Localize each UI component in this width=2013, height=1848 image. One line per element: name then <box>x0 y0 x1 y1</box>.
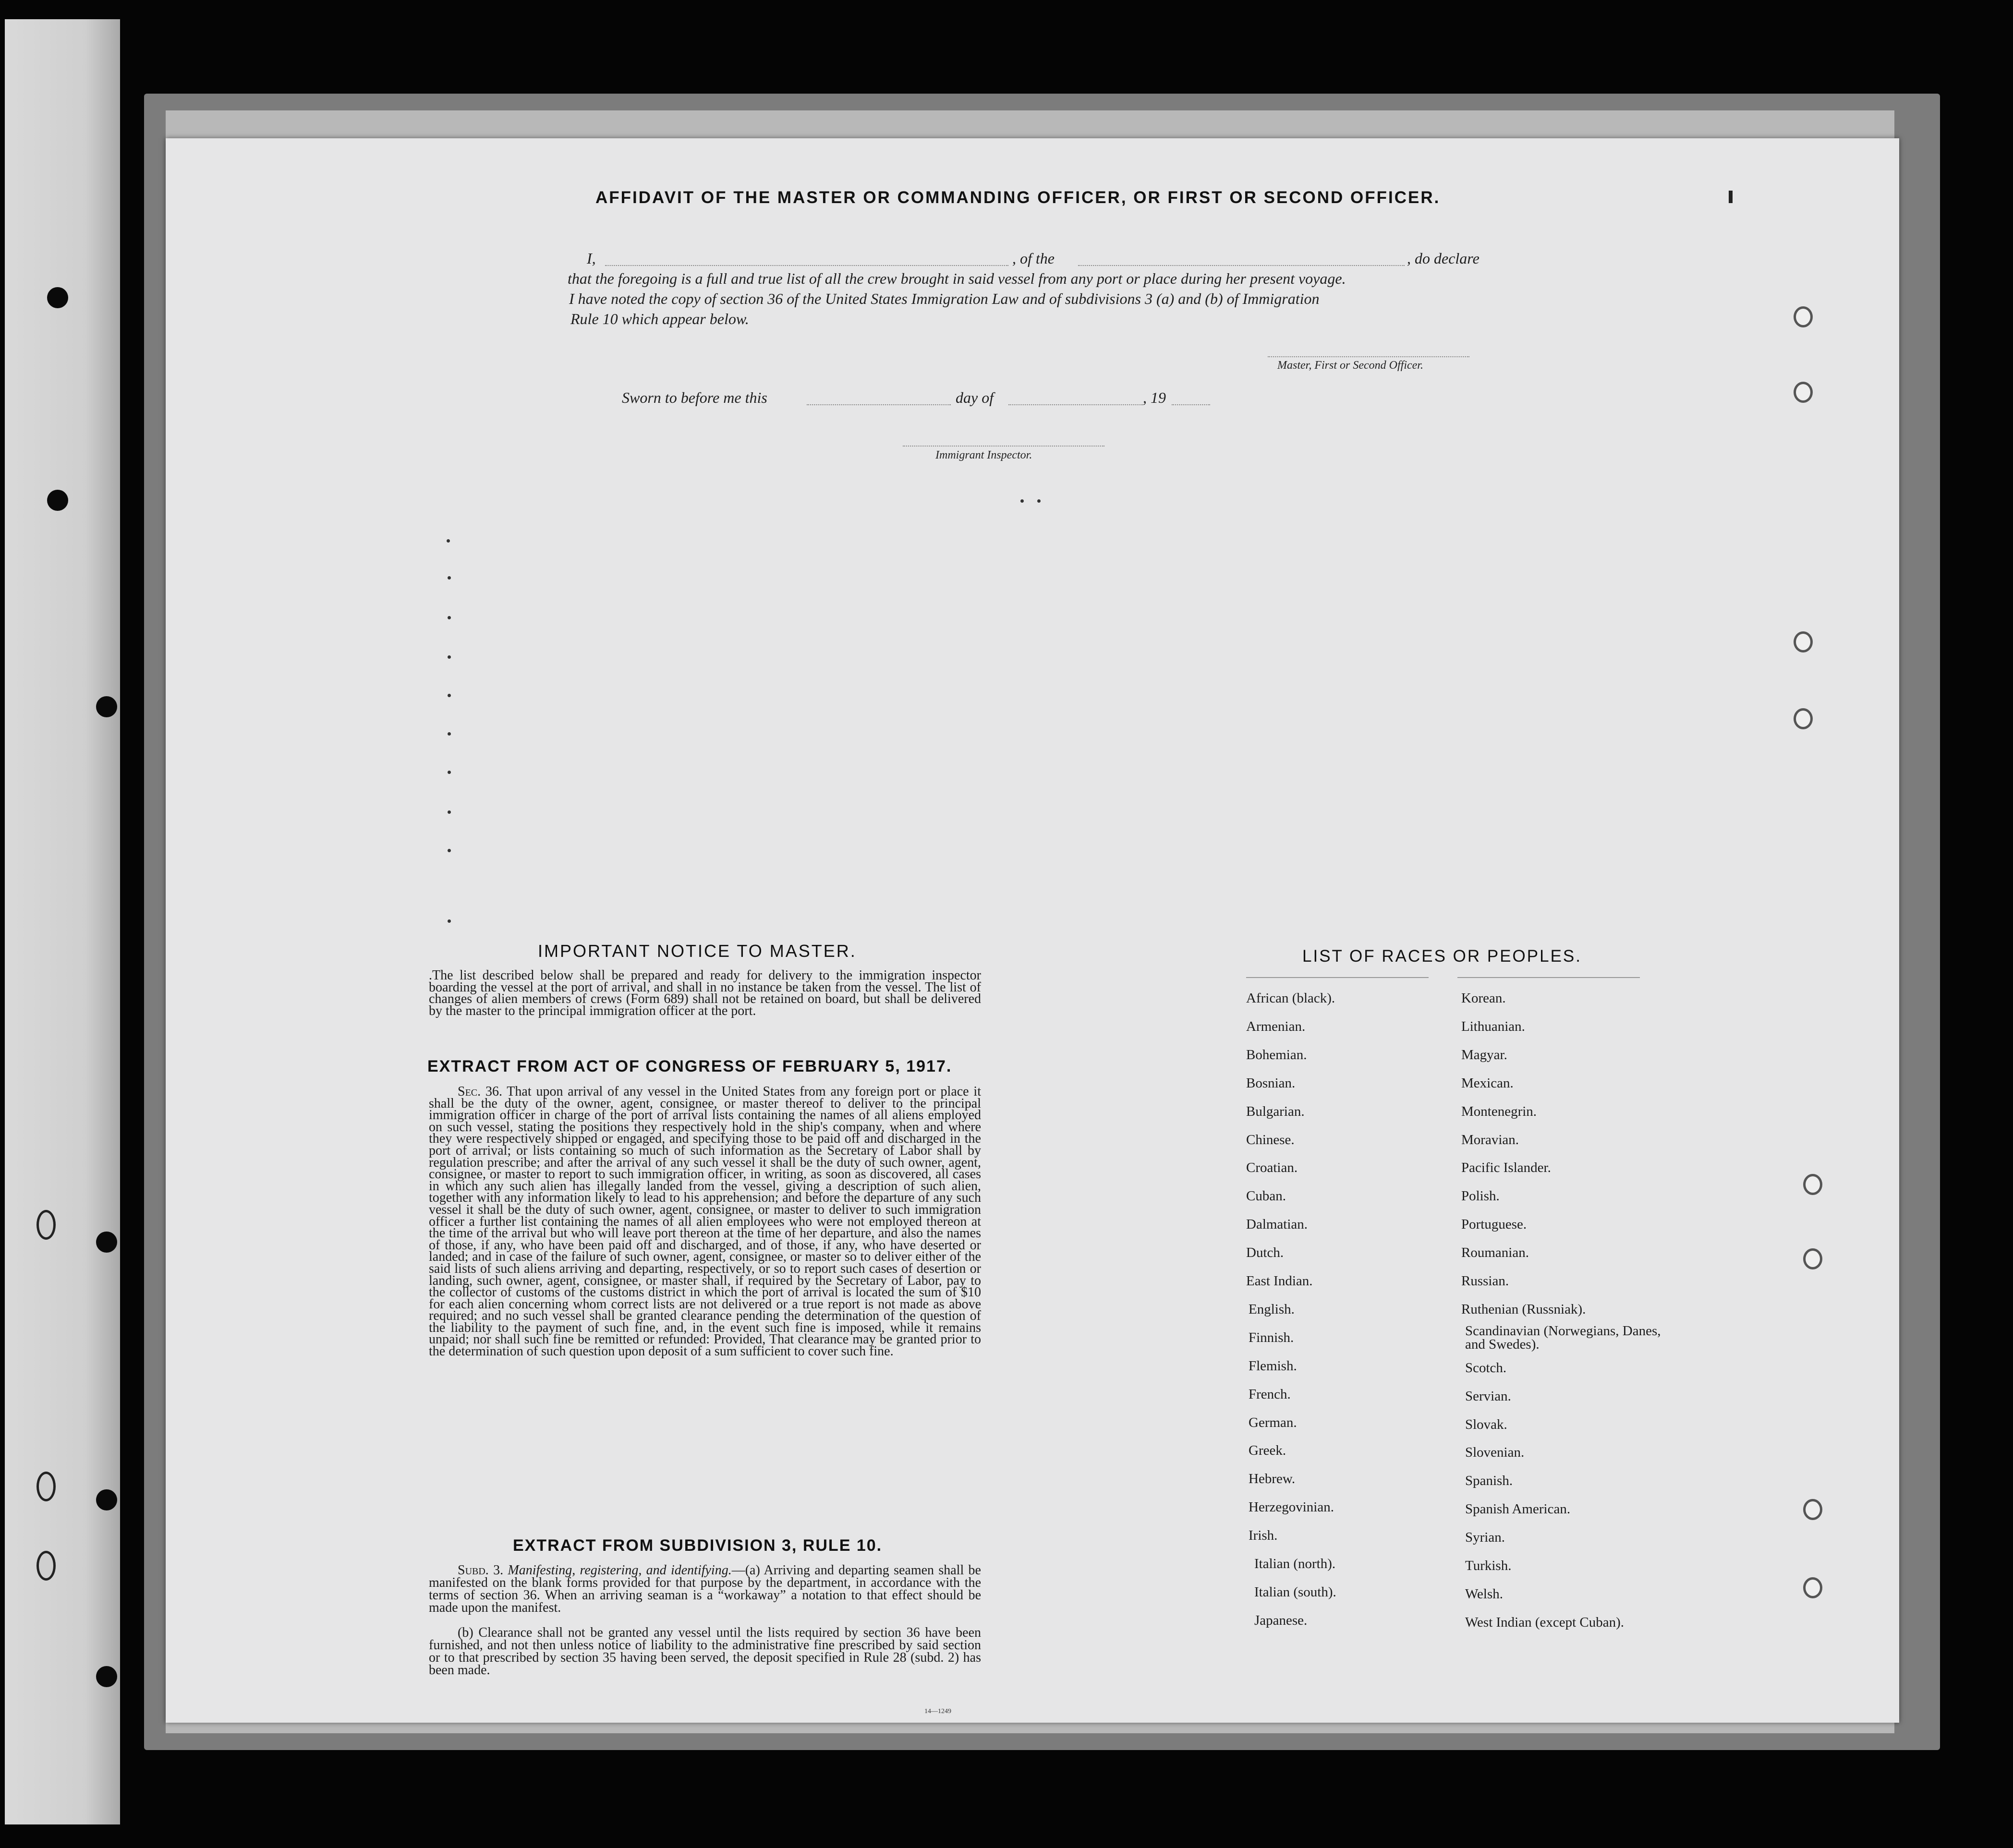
binder-hole <box>47 490 68 511</box>
inspector-signature-line <box>903 446 1104 447</box>
binder-hole <box>47 287 68 308</box>
signature-label: Master, First or Second Officer. <box>1277 359 1423 372</box>
race-item-right: Ruthenian (Russniak). <box>1461 1301 1586 1317</box>
race-item-right: Roumanian. <box>1461 1245 1529 1261</box>
binder-hole <box>96 1232 117 1253</box>
margin-dot <box>1037 499 1041 503</box>
rule-body-b: (b) Clearance shall not be granted any vessel until the lists required by section 36 have been furnished, and not then unless notice of liability to the administrative fine prescribed by said section or to that prescribed by section 35 having been served, the deposit specified in Rule 28 (subd. 2) has been made. <box>429 1625 981 1678</box>
sworn-text-end: , 19 <box>1143 389 1166 406</box>
margin-dot <box>448 616 451 619</box>
race-item-left: African (black). <box>1246 990 1335 1006</box>
race-item-left: English. <box>1249 1301 1295 1317</box>
margin-dot <box>447 539 450 543</box>
binder-slot <box>36 1551 56 1581</box>
ring-hole <box>1794 382 1813 403</box>
margin-dot <box>448 810 451 814</box>
binder-hole <box>96 1666 117 1687</box>
race-item-right: Turkish. <box>1465 1558 1512 1573</box>
affidavit-line4: Rule 10 which appear below. <box>570 310 749 327</box>
races-rule-right <box>1457 977 1640 978</box>
race-item-right: Welsh. <box>1465 1586 1504 1602</box>
race-item-right: Scotch. <box>1465 1360 1507 1376</box>
race-item-right: Slovak. <box>1465 1416 1507 1432</box>
race-item-left: Italian (north). <box>1254 1556 1336 1571</box>
ring-hole <box>1794 306 1813 327</box>
race-item-left: Irish. <box>1249 1528 1278 1544</box>
race-item-right: Polish. <box>1461 1188 1500 1204</box>
race-item-right: Mexican. <box>1461 1075 1514 1091</box>
notice-heading: IMPORTANT NOTICE TO MASTER. <box>538 941 857 961</box>
margin-dot <box>1020 499 1024 503</box>
ring-hole <box>1803 1248 1822 1269</box>
race-item-right: Pacific Islander. <box>1461 1160 1551 1176</box>
rule-subdivision-label: Subd. 3. <box>458 1563 504 1578</box>
race-item-right: Scandinavian (Norwegians, Danes, and Swedes). <box>1465 1323 1661 1352</box>
race-item-left: Hebrew. <box>1249 1471 1296 1487</box>
sworn-day-field-line <box>807 404 951 405</box>
binder-hole <box>96 696 117 717</box>
races-rule-left <box>1246 977 1429 978</box>
race-item-right: Korean. <box>1461 990 1506 1006</box>
inspector-label: Immigrant Inspector. <box>935 449 1032 461</box>
race-item-right: Montenegrin. <box>1461 1103 1537 1119</box>
page-mark <box>1729 191 1733 203</box>
race-item-left: German. <box>1249 1414 1297 1430</box>
race-item-left: Cuban. <box>1246 1188 1286 1204</box>
margin-dot <box>448 732 451 736</box>
sworn-month-field-line <box>1008 404 1143 405</box>
rule-text-a: —(a) Arriving and departing seamen shall be manifested on the blank forms provided for that purpose by the department, in accordance with the terms of section 36. When an arriving seaman is a “workaway” a notation to that effect should be made upon the manifest. <box>429 1563 981 1615</box>
vessel-field-line <box>1078 265 1405 266</box>
sworn-text-mid: day of <box>956 389 994 406</box>
race-item-right: Lithuanian. <box>1461 1018 1525 1034</box>
margin-dot <box>448 771 451 774</box>
margin-dot <box>448 576 451 580</box>
affidavit-line1-mid: , of the <box>1012 250 1055 267</box>
ring-hole <box>1803 1577 1822 1598</box>
race-item-left: Armenian. <box>1246 1018 1306 1034</box>
margin-dot <box>448 655 451 659</box>
race-item-left: Bosnian. <box>1246 1075 1296 1091</box>
affidavit-line2: that the foregoing is a full and true list of all the crew brought in said vessel from any port or place during her present voyage. <box>568 270 1346 287</box>
race-item-left: Herzegovinian. <box>1249 1499 1334 1515</box>
act-body <box>429 1086 981 1358</box>
rule-heading: EXTRACT FROM SUBDIVISION 3, RULE 10. <box>513 1536 883 1555</box>
rule-italic-title: Manifesting, registering, and identifying. <box>508 1563 732 1578</box>
race-item-left: Finnish. <box>1249 1329 1294 1345</box>
race-item-right: Portuguese. <box>1461 1217 1527 1232</box>
race-item-right: Russian. <box>1461 1273 1509 1289</box>
margin-dot <box>448 919 451 923</box>
ring-hole <box>1803 1174 1822 1195</box>
race-item-right: Spanish American. <box>1465 1501 1571 1517</box>
sworn-text-start: Sworn to before me this <box>622 389 767 406</box>
race-item-left: Italian (south). <box>1254 1584 1336 1600</box>
race-item-left: Bohemian. <box>1246 1047 1307 1063</box>
act-section-label: Sec. 36. <box>458 1084 502 1099</box>
race-item-right: Slovenian. <box>1465 1445 1525 1461</box>
notice-body: .The list described below shall be prepared and ready for delivery to the immigration inspector boarding the vessel at the port of arrival, and shall in no instance be taken from the vessel. The list of changes of alien members of crews (Form 689) shall not be retained on board, but shall be delivered by the master to the principal immigration officer at the port. <box>429 968 981 1018</box>
race-item-left: Dutch. <box>1246 1245 1284 1261</box>
race-item-left: Bulgarian. <box>1246 1103 1305 1119</box>
race-item-left: East Indian. <box>1246 1273 1313 1289</box>
races-title: LIST OF RACES OR PEOPLES. <box>1302 947 1582 966</box>
ring-hole <box>1794 708 1813 729</box>
affidavit-line1-end: , do declare <box>1407 250 1479 267</box>
race-item-left: Japanese. <box>1254 1612 1308 1628</box>
race-item-left: Flemish. <box>1249 1358 1297 1374</box>
act-heading: EXTRACT FROM ACT OF CONGRESS OF FEBRUARY 5, 1917. <box>427 1057 952 1075</box>
race-item-left: Dalmatian. <box>1246 1217 1308 1232</box>
sworn-year-field-line <box>1172 404 1210 405</box>
form-number: 14—1249 <box>924 1708 951 1715</box>
race-item-right: Spanish. <box>1465 1473 1513 1489</box>
race-item-right: Syrian. <box>1465 1530 1505 1546</box>
race-item-left: Greek. <box>1249 1443 1286 1459</box>
rule-body-a <box>429 1564 981 1614</box>
race-item-left: Chinese. <box>1246 1132 1295 1147</box>
ring-hole <box>1794 631 1813 652</box>
race-item-right: Magyar. <box>1461 1047 1507 1063</box>
margin-dot <box>448 694 451 697</box>
name-field-line <box>605 265 1008 266</box>
binder-hole <box>96 1489 117 1510</box>
race-item-right: Servian. <box>1465 1388 1511 1404</box>
race-item-left: Croatian. <box>1246 1160 1298 1176</box>
margin-dot <box>448 849 451 852</box>
affidavit-title: AFFIDAVIT OF THE MASTER OR COMMANDING OFFICER, OR FIRST OR SECOND OFFICER. <box>595 188 1441 207</box>
signature-field-line <box>1268 356 1469 357</box>
affidavit-line3: I have noted the copy of section 36 of the United States Immigration Law and of subdivisions 3 (a) and (b) of Immigration <box>569 290 1320 307</box>
race-item-left: French. <box>1249 1386 1291 1402</box>
ring-hole <box>1803 1499 1822 1520</box>
binder-slot <box>36 1210 56 1240</box>
affidavit-line1-start: I, <box>587 250 596 267</box>
act-section-text: That upon arrival of any vessel in the United States from any foreign port or place it shall be the duty of the owner, agent, consignee, or master thereof to deliver to the principal immigration officer in charge of the port of arrival lists containing the names of all aliens employed on such vessel, stating the positions they respectively hold in the ship's company, when and where they were respectively shipped or engaged, and specifying those to be paid off and discharged in the port of arrival; or lists containing so much of such information as the Secretary of Labor shall by regulation prescribe; and after the arrival of any such vessel it shall be the duty of such owner, agent, consignee, or master to report to such immigration officer, in writing, as soon as discovered, all cases in which any such alien has illegally landed from the vessel, giving a description of such alien, together with any information likely to lead to his apprehension; and before the departure of any such vessel it shall be the duty of such owner, agent, consignee, or master to deliver to such immigration officer a further list containing the names of all alien employees who were not employed thereon at the time of the arrival but who will leave port thereon at the time of her departure, and also the names of those, if any, who have been paid off and discharged, and of those, if any, who have deserted or landed; and in case of the failure of such owner, agent, consignee, or master so to deliver either of the said lists of such aliens arriving and departing, respectively, or so to report such cases of desertion or landing, such owner, agent, consignee, or master shall, if required by the Secretary of Labor, pay to the collector of customs of the customs district in which the port of arrival is located the sum of $10 for each alien concerning whom correct lists are not delivered or a true report is not made as above required; and no such vessel shall be granted clearance pending the determination of the question of the liability to the payment of such fine, and, in the event such fine is imposed, while it remains unpaid; nor shall such fine be remitted or refunded: Provided, That clearance may be granted prior to the determination of such question upon deposit of a sum sufficient to cover such fine. <box>429 1084 981 1359</box>
race-item-right: West Indian (except Cuban). <box>1465 1614 1625 1630</box>
race-item-right: Moravian. <box>1461 1132 1519 1147</box>
binder-slot <box>36 1472 56 1501</box>
document-page <box>166 138 1899 1723</box>
